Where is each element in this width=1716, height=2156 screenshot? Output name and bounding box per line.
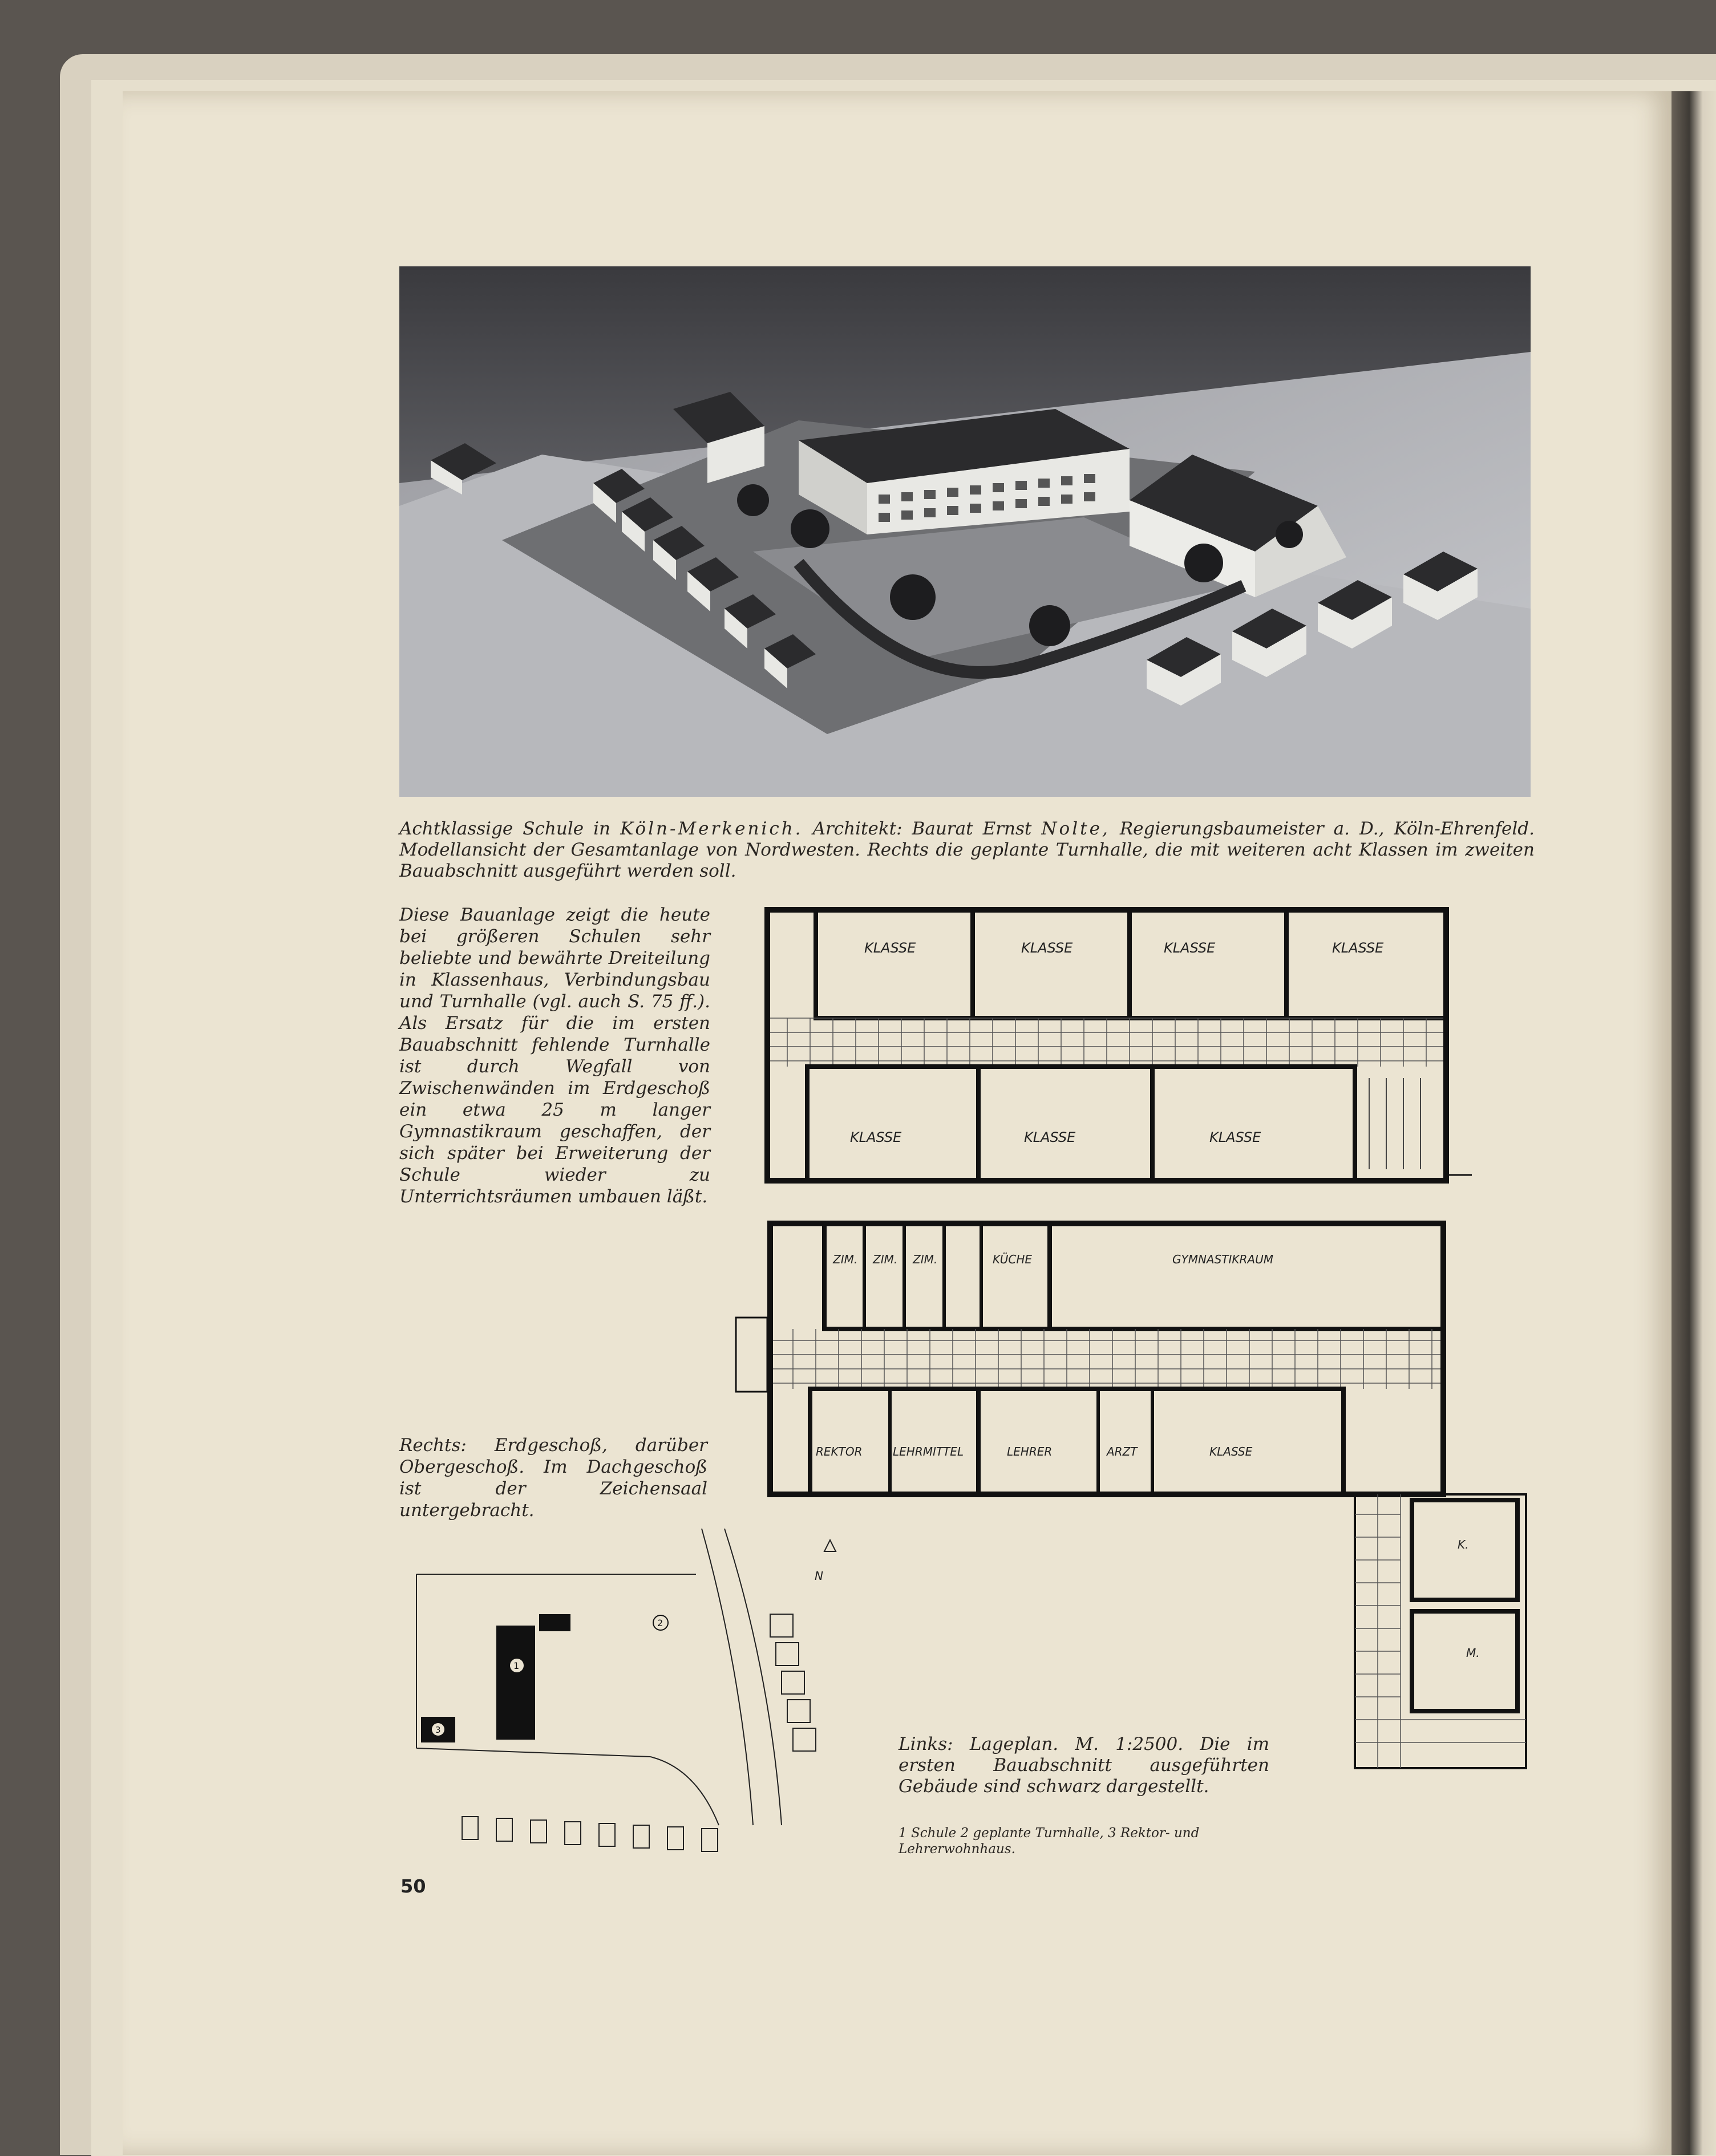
ground-room-label: ZIM.: [873, 1253, 898, 1266]
upper-room-label: KLASSE: [1209, 1129, 1261, 1145]
ground-room-label: ARZT: [1107, 1445, 1138, 1458]
description-text: Diese Bauanlage zeigt die heute bei größeren Schulen sehr beliebte und bewährte Dreiteilung in Klassenhaus, Verbindungsbau und Turnhalle (vgl. auch S. 75 ff.). Als Ersatz für die im ersten Bauabschnitt fehlende Turnhalle ist durch Wegfall von Zwischenwänden im Erdgeschoß ein etwa 25 m langer Gymnastikraum geschaffen, der sich später bei Erweiterung der Schule wieder zu Unterrichtsräumen umbauen läßt.: [399, 905, 710, 1207]
caption-architect: Nolte,: [1041, 818, 1110, 839]
upper-room-label: KLASSE: [1024, 1129, 1076, 1145]
ground-room-label: KÜCHE: [993, 1253, 1033, 1266]
site-plan-caption: Links: Lageplan. M. 1:2500. Die im ersten Bauabschnitt ausgeführten Gebäude sind schwarz dargestellt.: [899, 1734, 1269, 1797]
site-marker: 2: [657, 1618, 663, 1628]
floor-plan-caption: Rechts: Erdgeschoß, darüber Obergeschoß. Im Dachgeschoß ist der Zeichensaal untergebracht.: [399, 1435, 707, 1521]
north-arrow-icon: [824, 1540, 836, 1551]
upper-room-label: KLASSE: [850, 1129, 902, 1145]
upper-room-label: KLASSE: [864, 940, 916, 956]
book-gutter: [1672, 91, 1716, 2155]
caption-place: Köln-Merkenich.: [620, 818, 803, 839]
model-photograph: [399, 266, 1531, 797]
wing-room-label: M.: [1466, 1646, 1480, 1660]
caption-rest: Regierungsbaumeister a. D., Köln-Ehrenfeld. Modellansicht der Gesamtanlage von Nordwesten. Rechts die geplante Turnhalle, die mit weiteren acht Klassen im zweiten Bauabschnitt ausgeführt werden soll.: [399, 818, 1535, 881]
caption-lead: Achtklassige Schule in: [399, 818, 611, 839]
site-plan-legend: 1 Schule 2 geplante Turnhalle, 3 Rektor- und Lehrerwohnhaus.: [899, 1826, 1200, 1857]
upper-floor-plan: [764, 907, 1472, 1209]
caption-middle: Architekt: Baurat Ernst: [812, 818, 1032, 839]
ground-room-label: LEHRMITTEL: [893, 1445, 964, 1458]
site-marker: 3: [435, 1725, 441, 1735]
wing-room-label: K.: [1458, 1538, 1469, 1551]
page-number: 50: [400, 1875, 426, 1897]
upper-room-label: KLASSE: [1332, 940, 1384, 956]
upper-room-label: KLASSE: [1021, 940, 1073, 956]
upper-room-label: KLASSE: [1164, 940, 1216, 956]
site-marker: 1: [513, 1660, 520, 1671]
ground-room-label: GYMNASTIKRAUM: [1172, 1253, 1274, 1266]
ground-room-label: KLASSE: [1209, 1445, 1253, 1458]
ground-room-label: ZIM.: [913, 1253, 938, 1266]
site-plan: [399, 1529, 873, 1882]
photo-caption: [399, 818, 1535, 882]
ground-room-label: ZIM.: [833, 1253, 858, 1266]
ground-room-label: LEHRER: [1007, 1445, 1053, 1458]
north-label: N: [815, 1569, 823, 1583]
ground-room-label: REKTOR: [816, 1445, 863, 1458]
